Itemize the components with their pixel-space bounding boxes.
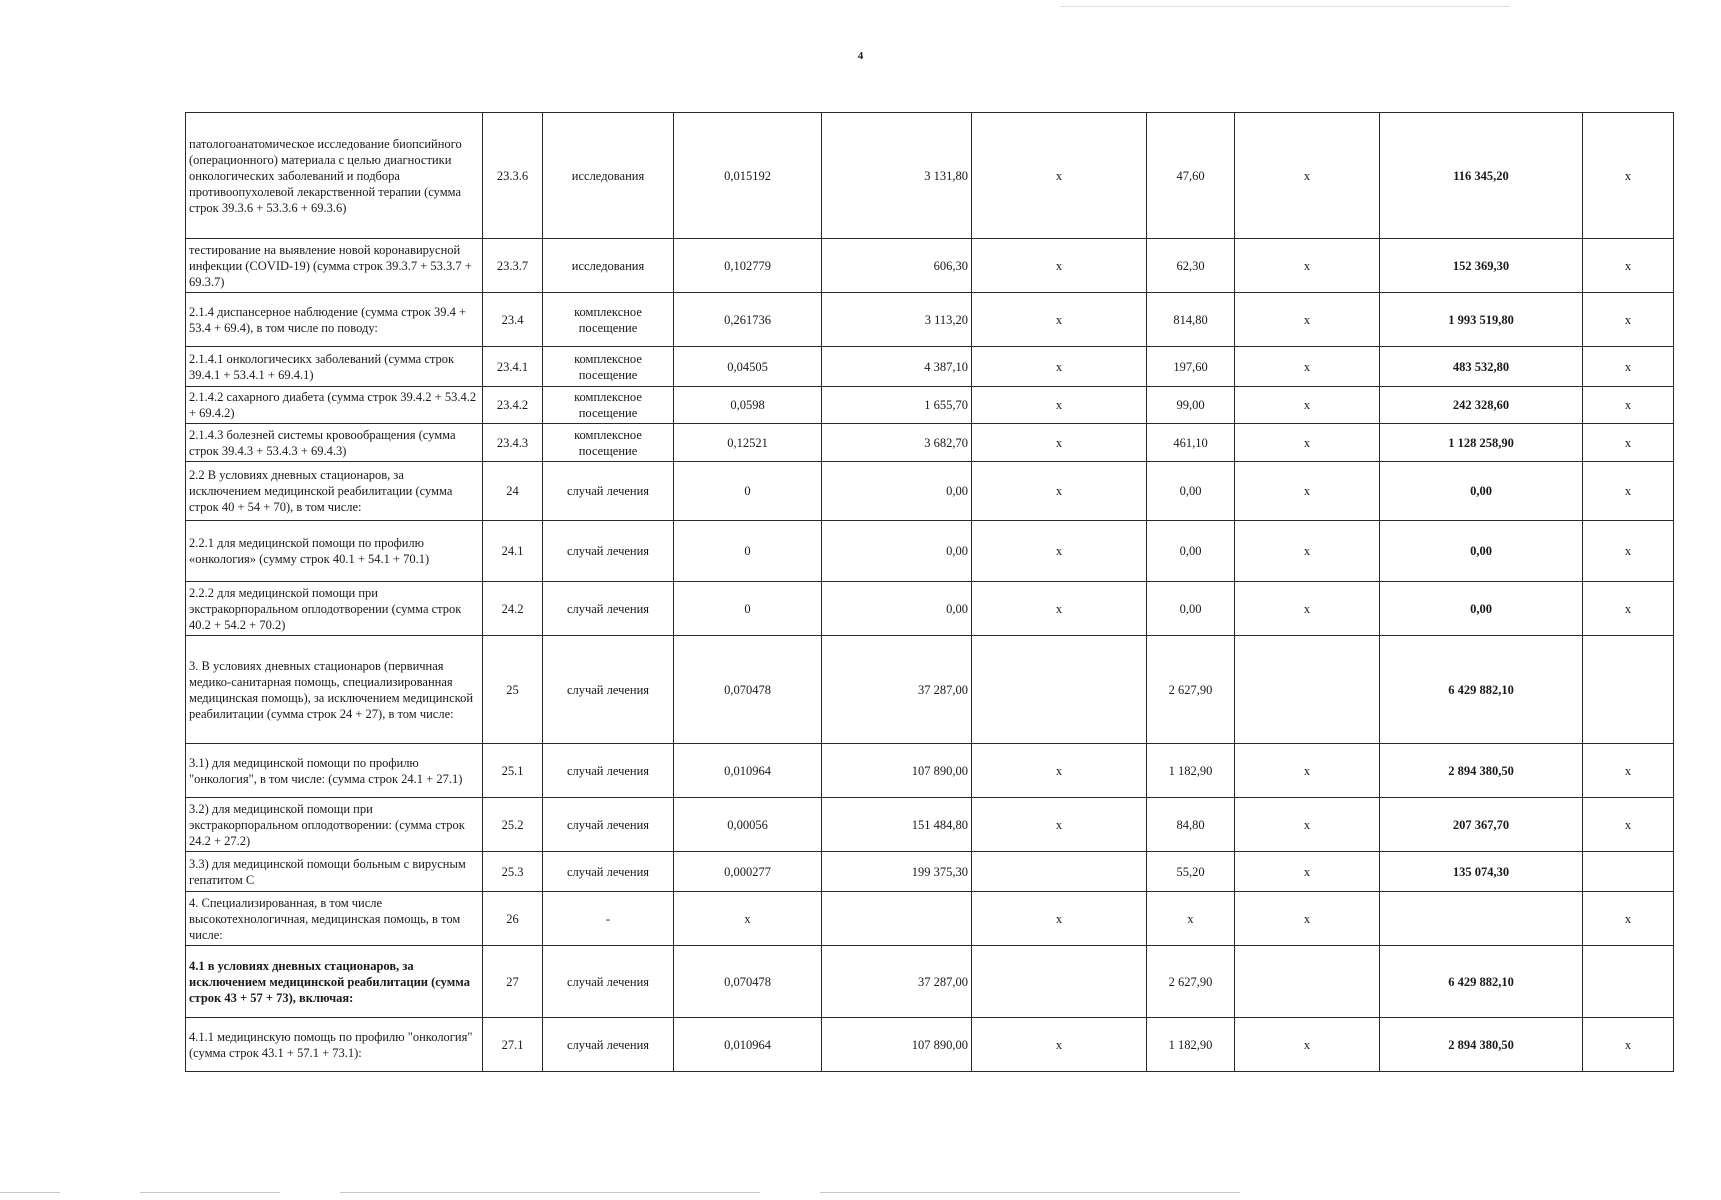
- row-name: 2.1.4.1 онкологичесикх заболеваний (сумма строк 39.4.1 + 53.4.1 + 69.4.1): [186, 347, 483, 387]
- row-cost: 199 375,30: [822, 852, 972, 892]
- row-name: 3.1) для медицинской помощи по профилю "онкология", в том числе: (сумма строк 24.1 + 27.1): [186, 744, 483, 798]
- row-unit: случай лечения: [543, 582, 674, 636]
- row-name: 3. В условиях дневных стационаров (первичная медико-санитарная помощь, специализированная медицинская помощь), за исключением медицинской реабилитации (сумма строк 24 + 27), в том числе:: [186, 636, 483, 744]
- row-code: 25.2: [483, 798, 543, 852]
- row-col8: х: [1235, 424, 1380, 462]
- row-total: 0,00: [1380, 462, 1583, 521]
- row-col10: х: [1583, 239, 1674, 293]
- row-norm: 0,070478: [674, 636, 822, 744]
- row-code: 25: [483, 636, 543, 744]
- row-norm: 0: [674, 462, 822, 521]
- table-row: [186, 113, 1674, 239]
- row-cost: 0,00: [822, 462, 972, 521]
- row-col8: [1235, 946, 1380, 1018]
- row-name: 2.1.4.2 сахарного диабета (сумма строк 39.4.2 + 53.4.2 + 69.4.2): [186, 387, 483, 424]
- row-col8: х: [1235, 1018, 1380, 1072]
- row-code: 26: [483, 892, 543, 946]
- row-code: 23.4.2: [483, 387, 543, 424]
- row-col7: 1 182,90: [1147, 1018, 1235, 1072]
- table-row: [186, 744, 1674, 798]
- row-col6: х: [972, 798, 1147, 852]
- row-col7: 2 627,90: [1147, 946, 1235, 1018]
- row-name: 2.2.1 для медицинской помощи по профилю «онкология» (сумму строк 40.1 + 54.1 + 70.1): [186, 521, 483, 582]
- row-col10: х: [1583, 798, 1674, 852]
- row-col8: х: [1235, 798, 1380, 852]
- row-col7: 62,30: [1147, 239, 1235, 293]
- row-name: 3.3) для медицинской помощи больным с вирусным гепатитом С: [186, 852, 483, 892]
- row-code: 24.2: [483, 582, 543, 636]
- row-total: 1 993 519,80: [1380, 293, 1583, 347]
- table-row: [186, 636, 1674, 744]
- row-col7: 0,00: [1147, 462, 1235, 521]
- row-unit: комплексное посещение: [543, 424, 674, 462]
- row-norm: 0,102779: [674, 239, 822, 293]
- row-col8: х: [1235, 852, 1380, 892]
- row-name: патологоанатомическое исследование биопсийного (операционного) материала с целью диагностики онкологических заболеваний и подбора противоопухолевой лекарственной терапии (сумма строк 39.3.6 + 53.3.6 + 69.3.6): [186, 113, 483, 239]
- row-code: 25.1: [483, 744, 543, 798]
- scan-artifact-line: [820, 1192, 1240, 1193]
- row-total: 1 128 258,90: [1380, 424, 1583, 462]
- row-col7: 47,60: [1147, 113, 1235, 239]
- row-norm: 0,010964: [674, 744, 822, 798]
- table-row: [186, 239, 1674, 293]
- row-col6: х: [972, 424, 1147, 462]
- row-col10: х: [1583, 892, 1674, 946]
- row-col7: 99,00: [1147, 387, 1235, 424]
- row-col7: 1 182,90: [1147, 744, 1235, 798]
- row-unit: комплексное посещение: [543, 293, 674, 347]
- row-cost: 151 484,80: [822, 798, 972, 852]
- row-col6: х: [972, 744, 1147, 798]
- row-norm: 0: [674, 521, 822, 582]
- row-code: 24: [483, 462, 543, 521]
- row-col8: х: [1235, 113, 1380, 239]
- table-row: [186, 293, 1674, 347]
- row-col10: х: [1583, 744, 1674, 798]
- row-norm: 0,015192: [674, 113, 822, 239]
- row-norm: 0,070478: [674, 946, 822, 1018]
- row-total: 6 429 882,10: [1380, 636, 1583, 744]
- row-col6: х: [972, 113, 1147, 239]
- row-total: 2 894 380,50: [1380, 744, 1583, 798]
- row-total: 207 367,70: [1380, 798, 1583, 852]
- row-col10: [1583, 852, 1674, 892]
- row-unit: случай лечения: [543, 462, 674, 521]
- row-unit: исследования: [543, 113, 674, 239]
- row-total: 135 074,30: [1380, 852, 1583, 892]
- table-row: [186, 892, 1674, 946]
- row-col8: х: [1235, 239, 1380, 293]
- row-norm: 0: [674, 582, 822, 636]
- row-cost: 0,00: [822, 582, 972, 636]
- row-total: 242 328,60: [1380, 387, 1583, 424]
- row-norm: 0,000277: [674, 852, 822, 892]
- row-unit: случай лечения: [543, 744, 674, 798]
- scan-artifact-line: [0, 1192, 60, 1193]
- row-col10: х: [1583, 347, 1674, 387]
- row-name: 3.2) для медицинской помощи при экстракорпоральном оплодотворении: (сумма строк 24.2 + 27.2): [186, 798, 483, 852]
- row-col8: х: [1235, 892, 1380, 946]
- row-unit: -: [543, 892, 674, 946]
- row-col7: 84,80: [1147, 798, 1235, 852]
- row-total: 0,00: [1380, 521, 1583, 582]
- row-col7: 0,00: [1147, 521, 1235, 582]
- row-name: 2.1.4 диспансерное наблюдение (сумма строк 39.4 + 53.4 + 69.4), в том числе по поводу:: [186, 293, 483, 347]
- table-row: [186, 798, 1674, 852]
- row-code: 23.3.7: [483, 239, 543, 293]
- row-norm: 0,261736: [674, 293, 822, 347]
- row-col8: х: [1235, 582, 1380, 636]
- row-col6: х: [972, 582, 1147, 636]
- row-norm: 0,0598: [674, 387, 822, 424]
- row-col10: х: [1583, 424, 1674, 462]
- row-col10: х: [1583, 582, 1674, 636]
- row-col10: х: [1583, 113, 1674, 239]
- row-col7: 2 627,90: [1147, 636, 1235, 744]
- row-unit: случай лечения: [543, 1018, 674, 1072]
- row-col6: х: [972, 1018, 1147, 1072]
- row-col10: [1583, 946, 1674, 1018]
- row-norm: 0,00056: [674, 798, 822, 852]
- table-row: [186, 1018, 1674, 1072]
- row-col6: х: [972, 347, 1147, 387]
- table-row: [186, 424, 1674, 462]
- row-cost: 3 113,20: [822, 293, 972, 347]
- row-col7: 814,80: [1147, 293, 1235, 347]
- row-total: 483 532,80: [1380, 347, 1583, 387]
- row-name: тестирование на выявление новой коронавирусной инфекции (COVID-19) (сумма строк 39.3.7 + 53.3.7 + 69.3.7): [186, 239, 483, 293]
- page-number: 4: [857, 50, 864, 62]
- row-col6: х: [972, 892, 1147, 946]
- row-name: 2.2 В условиях дневных стационаров, за исключением медицинской реабилитации (сумма строк 40 + 54 + 70), в том числе:: [186, 462, 483, 521]
- row-code: 23.4: [483, 293, 543, 347]
- row-unit: исследования: [543, 239, 674, 293]
- scan-artifact-top: [1060, 6, 1510, 7]
- table-row: [186, 582, 1674, 636]
- row-total: 6 429 882,10: [1380, 946, 1583, 1018]
- row-norm: 0,12521: [674, 424, 822, 462]
- row-col6: х: [972, 521, 1147, 582]
- row-col6: [972, 852, 1147, 892]
- row-col8: [1235, 636, 1380, 744]
- row-cost: 37 287,00: [822, 946, 972, 1018]
- row-col10: [1583, 636, 1674, 744]
- row-name: 2.2.2 для медицинской помощи при экстракорпоральном оплодотворении (сумма строк 40.2 + 54.2 + 70.2): [186, 582, 483, 636]
- row-col10: х: [1583, 462, 1674, 521]
- row-col7: 461,10: [1147, 424, 1235, 462]
- row-name: 4.1 в условиях дневных стационаров, за исключением медицинской реабилитации (сумма строк 43 + 57 + 73), включая:: [186, 946, 483, 1018]
- row-code: 27.1: [483, 1018, 543, 1072]
- row-cost: 1 655,70: [822, 387, 972, 424]
- row-cost: 0,00: [822, 521, 972, 582]
- row-cost: 3 131,80: [822, 113, 972, 239]
- row-code: 24.1: [483, 521, 543, 582]
- row-total: 0,00: [1380, 582, 1583, 636]
- table-row: [186, 852, 1674, 892]
- row-col7: 197,60: [1147, 347, 1235, 387]
- row-name: 4. Специализированная, в том числе высокотехнологичная, медицинская помощь, в том числе:: [186, 892, 483, 946]
- row-col6: [972, 636, 1147, 744]
- row-col6: [972, 946, 1147, 1018]
- row-cost: [822, 892, 972, 946]
- row-code: 23.4.1: [483, 347, 543, 387]
- row-col8: х: [1235, 387, 1380, 424]
- row-cost: 107 890,00: [822, 744, 972, 798]
- row-col8: х: [1235, 293, 1380, 347]
- table-row: [186, 521, 1674, 582]
- scan-artifact-line: [140, 1192, 280, 1193]
- row-name: 2.1.4.3 болезней системы кровообращения (сумма строк 39.4.3 + 53.4.3 + 69.4.3): [186, 424, 483, 462]
- row-total: [1380, 892, 1583, 946]
- row-code: 25.3: [483, 852, 543, 892]
- row-col8: х: [1235, 462, 1380, 521]
- row-cost: 606,30: [822, 239, 972, 293]
- row-col7: 55,20: [1147, 852, 1235, 892]
- row-col10: х: [1583, 1018, 1674, 1072]
- row-unit: комплексное посещение: [543, 347, 674, 387]
- scan-artifact-line: [340, 1192, 760, 1193]
- table-row: [186, 462, 1674, 521]
- row-col8: х: [1235, 521, 1380, 582]
- row-cost: 107 890,00: [822, 1018, 972, 1072]
- row-unit: случай лечения: [543, 798, 674, 852]
- table-body: [186, 113, 1674, 1072]
- row-col6: х: [972, 462, 1147, 521]
- row-total: 152 369,30: [1380, 239, 1583, 293]
- row-col7: 0,00: [1147, 582, 1235, 636]
- row-col6: х: [972, 387, 1147, 424]
- row-norm: х: [674, 892, 822, 946]
- row-col10: х: [1583, 521, 1674, 582]
- row-cost: 4 387,10: [822, 347, 972, 387]
- row-cost: 37 287,00: [822, 636, 972, 744]
- row-code: 23.3.6: [483, 113, 543, 239]
- row-unit: случай лечения: [543, 636, 674, 744]
- financing-table: [185, 112, 1674, 1072]
- row-col8: х: [1235, 744, 1380, 798]
- row-unit: комплексное посещение: [543, 387, 674, 424]
- row-norm: 0,04505: [674, 347, 822, 387]
- row-col10: х: [1583, 293, 1674, 347]
- row-code: 23.4.3: [483, 424, 543, 462]
- row-norm: 0,010964: [674, 1018, 822, 1072]
- row-col6: х: [972, 239, 1147, 293]
- row-col8: х: [1235, 347, 1380, 387]
- row-col6: х: [972, 293, 1147, 347]
- row-name: 4.1.1 медицинскую помощь по профилю "онкология" (сумма строк 43.1 + 57.1 + 73.1):: [186, 1018, 483, 1072]
- row-code: 27: [483, 946, 543, 1018]
- row-total: 116 345,20: [1380, 113, 1583, 239]
- row-unit: случай лечения: [543, 946, 674, 1018]
- table-row: [186, 347, 1674, 387]
- row-unit: случай лечения: [543, 521, 674, 582]
- row-col10: х: [1583, 387, 1674, 424]
- row-total: 2 894 380,50: [1380, 1018, 1583, 1072]
- table-row: [186, 946, 1674, 1018]
- row-col7: х: [1147, 892, 1235, 946]
- row-cost: 3 682,70: [822, 424, 972, 462]
- row-unit: случай лечения: [543, 852, 674, 892]
- table-row: [186, 387, 1674, 424]
